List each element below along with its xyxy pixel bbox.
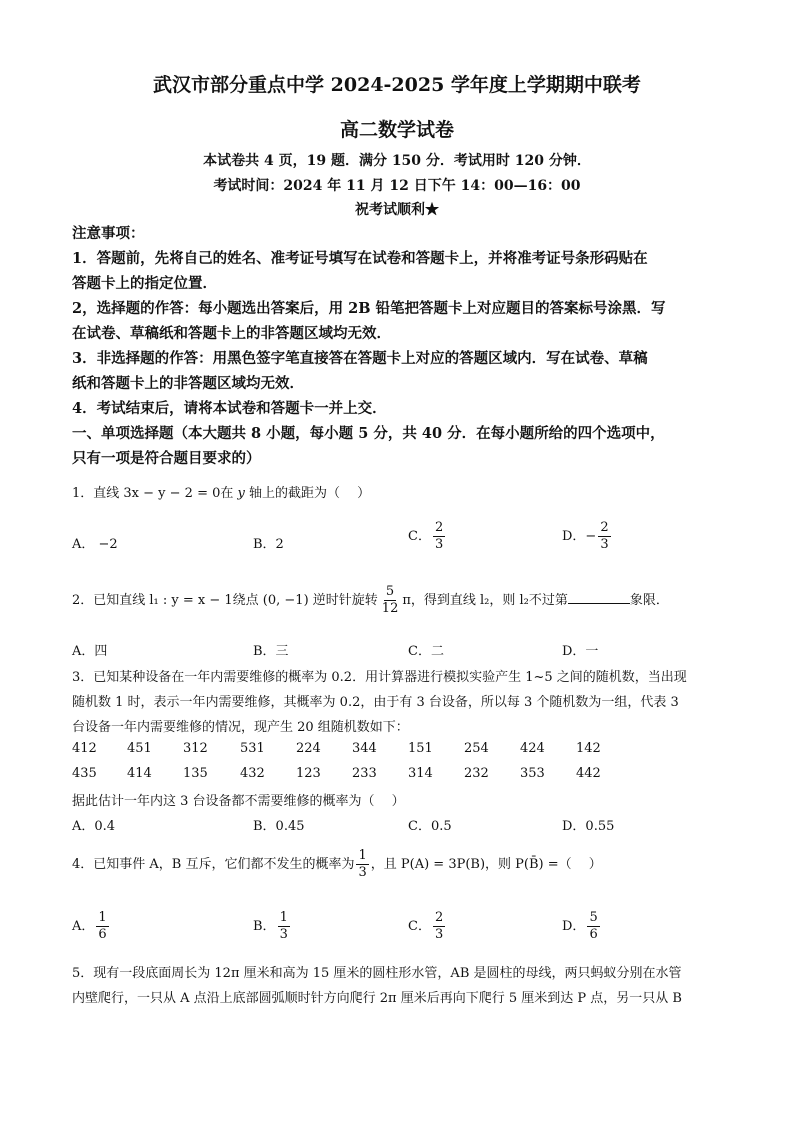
q4-option-d: D． $\frac{5}{6}$ xyxy=(562,910,598,942)
note-3a: 3．非选择题的作答：用黑色签字笔直接答在答题卡上对应的答题区域内．写在试卷、草稿 xyxy=(72,350,648,367)
fraction: $\frac{5}{12}$ xyxy=(381,584,399,616)
fraction: $\frac{5}{6}$ xyxy=(589,910,598,942)
random-number: 531 xyxy=(240,741,265,756)
random-number: 224 xyxy=(296,741,321,756)
random-number: 135 xyxy=(183,766,208,781)
note-3b: 纸和答题卡上的非答题区域均无效． xyxy=(72,375,304,392)
random-number: 232 xyxy=(464,766,489,781)
exam-wish: 祝考试顺利★ xyxy=(355,202,439,218)
random-number: 414 xyxy=(127,766,152,781)
random-number: 451 xyxy=(127,741,152,756)
question-5-line-2: 内壁爬行，一只从 A 点沿上底部圆弧顺时针方向爬行 2π 厘米后再向下爬行 5 厘米到达 P 点，另一只从 B xyxy=(72,991,682,1006)
fraction: $\frac{2}{3}$ xyxy=(434,910,444,942)
question-1: 1．直线 3x − y − 2 = 0在 y 轴上的截距为（ ） xyxy=(72,486,371,501)
exam-info-1: 本试卷共 4 页，19 题．满分 150 分．考试用时 120 分钟． xyxy=(203,153,591,169)
random-number: 432 xyxy=(240,766,265,781)
q2-option-b: B．三 xyxy=(253,644,289,659)
random-number: 412 xyxy=(72,741,97,756)
fraction: $\frac{2}{3}$ xyxy=(434,520,444,552)
random-number: 344 xyxy=(352,741,377,756)
q4-option-b: B． $\frac{1}{3}$ xyxy=(253,910,288,942)
fraction: $\frac{1}{3}$ xyxy=(358,848,367,880)
note-2a: 2，选择题的作答：每小题选出答案后，用 2B 铅笔把答题卡上对应题目的答案标号涂黑．写 xyxy=(72,300,666,317)
q4-option-a: A． $\frac{1}{6}$ xyxy=(72,910,107,942)
question-3-line-1: 3．已知某种设备在一年内需要维修的概率为 0.2．用计算器进行模拟实验产生 1~5 之间的随机数，当出现 xyxy=(72,670,687,685)
question-3-line-2: 随机数 1 时，表示一年内需要维修，其概率为 0.2，由于有 3 台设备，所以每 3 个随机数为一组，代表 3 xyxy=(72,695,679,710)
note-1b: 答题卡上的指定位置． xyxy=(72,275,217,292)
random-number: 151 xyxy=(408,741,433,756)
fraction: $\frac{1}{6}$ xyxy=(98,910,107,942)
answer-blank xyxy=(568,591,630,604)
section-1-heading: 一、单项选择题（本大题共 8 小题，每小题 5 分，共 40 分．在每小题所给的四个选项中， xyxy=(72,425,665,442)
note-1a: 1．答题前，先将自己的姓名、准考证号填写在试卷和答题卡上，并将准考证号条形码贴在 xyxy=(72,250,648,267)
q3-option-c: C．0.5 xyxy=(408,819,452,834)
question-3-line-4: 据此估计一年内这 3 台设备都不需要维修的概率为（ ） xyxy=(72,794,405,809)
notes-heading: 注意事项： xyxy=(72,225,145,242)
q1-option-d: D．− $\frac{2}{3}$ xyxy=(562,520,609,552)
random-number: 123 xyxy=(296,766,321,781)
question-2: 2．已知直线 l₁ : y = x − 1绕点 (0, −1) 逆时针旋转 $\frac{5}{12}$ π，得到直线 l₂，则 l₂不过第 象限． xyxy=(72,584,669,616)
q1-option-b: B．2 xyxy=(253,537,284,552)
random-number: 424 xyxy=(520,741,545,756)
q3-option-b: B．0.45 xyxy=(253,819,305,834)
random-number: 314 xyxy=(408,766,433,781)
random-number: 254 xyxy=(464,741,489,756)
note-2b: 在试卷、草稿纸和答题卡上的非答题区域均无效． xyxy=(72,325,391,342)
question-3-line-3: 台设备一年内需要维修的情况，现产生 20 组随机数如下： xyxy=(72,720,409,735)
q3-option-d: D．0.55 xyxy=(562,819,615,834)
q1-option-c: C． $\frac{2}{3}$ xyxy=(408,520,444,552)
question-4: 4．已知事件 A，B 互斥，它们都不发生的概率为 $\frac{1}{3}$ ，且 P(A) = 3P(B)，则 P(B̄) =（ ） xyxy=(72,848,602,880)
fraction: $\frac{2}{3}$ xyxy=(600,520,609,552)
q1-option-a: A． −2 xyxy=(72,537,118,552)
q3-option-a: A．0.4 xyxy=(72,819,116,834)
q2-option-c: C．二 xyxy=(408,644,444,659)
note-4: 4．考试结束后，请将本试卷和答题卡一并上交． xyxy=(72,400,387,417)
random-number: 142 xyxy=(576,741,601,756)
random-number: 312 xyxy=(183,741,208,756)
question-5-line-1: 5．现有一段底面周长为 12π 厘米和高为 15 厘米的圆柱形水管，AB 是圆柱的母线，两只蚂蚁分别在水管 xyxy=(72,966,682,981)
random-number: 442 xyxy=(576,766,601,781)
section-1-heading-cont: 只有一项是符合题目要求的） xyxy=(72,450,261,467)
random-number: 353 xyxy=(520,766,545,781)
exam-title: 武汉市部分重点中学 2024-2025 学年度上学期期中联考 xyxy=(153,74,641,96)
exam-subtitle: 高二数学试卷 xyxy=(339,119,454,141)
q2-option-d: D．一 xyxy=(562,644,599,659)
q2-option-a: A．四 xyxy=(72,644,108,659)
exam-info-2: 考试时间：2024 年 11 月 12 日下午 14：00—16：00 xyxy=(213,178,581,194)
random-number: 233 xyxy=(352,766,377,781)
fraction: $\frac{1}{3}$ xyxy=(279,910,288,942)
q4-option-c: C． $\frac{2}{3}$ xyxy=(408,910,444,942)
random-number: 435 xyxy=(72,766,97,781)
